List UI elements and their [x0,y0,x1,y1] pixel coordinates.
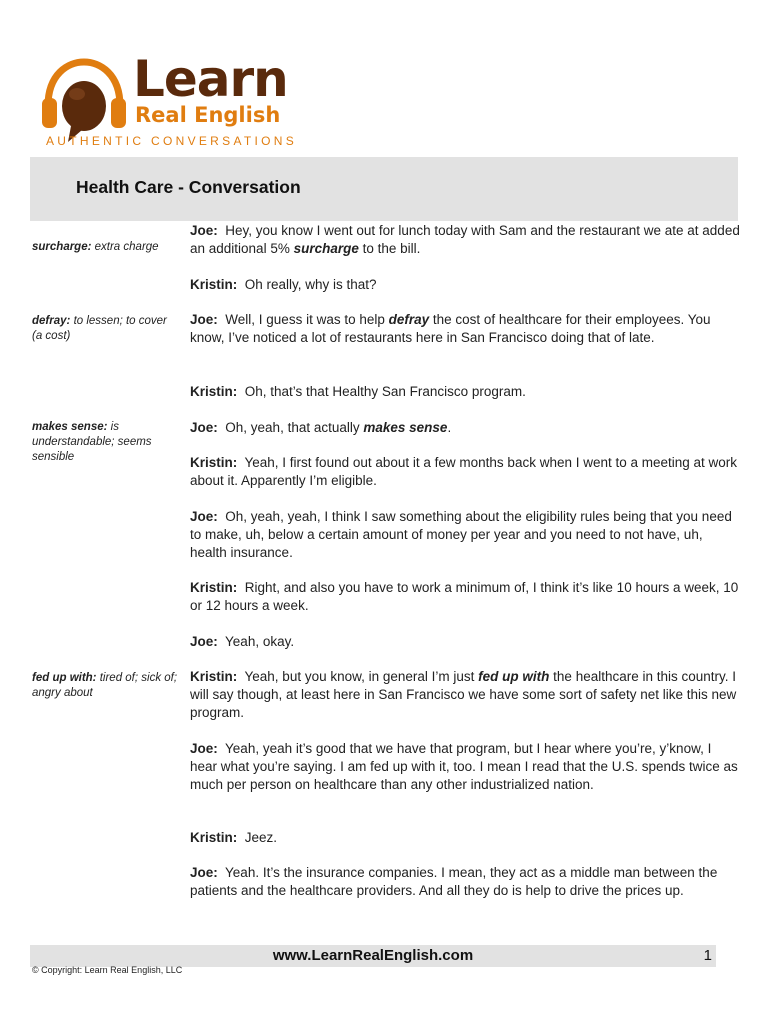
turn-text: Yeah, I first found out about it a few months back when I went to a meeting at work about it. Apparently I’m eligible. [190,455,738,488]
glossary-definition: to lessen; to cover (a cost) [32,315,167,342]
speaker-name: Joe: [190,312,218,327]
footer-url: www.LearnRealEnglish.com [272,947,474,964]
brand-name-real-english: Real English [135,103,281,127]
speaker-name: Joe: [190,420,218,435]
glossary-definition: extra charge [94,241,159,253]
copyright-notice: © Copyright: Learn Real English, LLC [32,965,183,975]
page-title: Health Care - Conversation [76,177,301,197]
glossary-item [32,671,180,701]
turn-text: Yeah, okay. [225,634,295,649]
turn-text-continued: the healthcare in this country. I will say though, at least here in San Francisco we have some sort of safety net like this new program. [190,669,737,720]
glossary-term: surcharge: [32,241,92,253]
dialogue-turn [190,633,740,651]
glossary-term: defray: [32,315,71,327]
vocabulary-keyword: makes sense [363,420,448,435]
speaker-name: Joe: [190,634,218,649]
brand-tagline: AUTHENTIC CONVERSATIONS [46,134,298,148]
speaker-name: Joe: [190,509,218,524]
dialogue-turn [190,454,740,490]
dialogue-turn [190,740,740,794]
dialogue-turn [190,419,740,437]
dialogue-turn [190,311,740,347]
turn-text: Hey, you know I went out for lunch today with Sam and the restaurant we ate at added an additional 5% [190,223,740,256]
dialogue-turn [190,579,740,615]
dialogue-turn [190,276,740,294]
dialogue-turn [190,508,740,562]
turn-text: Yeah, yeah it’s good that we have that program, but I hear where you’re, y’know, I hear what you’re saying. I am fed up with it, too. I mean I read that the U.S. spends twice as much per person on healthcare than any other industrialized nation. [190,741,738,792]
vocabulary-keyword: fed up with [478,669,550,684]
turn-text: Oh, that’s that Healthy San Francisco program. [244,384,526,399]
speaker-name: Joe: [190,741,218,756]
speaker-name: Kristin: [190,669,238,684]
page-number: 1 [703,947,712,964]
dialogue-turn [190,383,740,401]
speaker-name: Kristin: [190,830,238,845]
speaker-name: Joe: [190,223,218,238]
turn-text-continued: to the bill. [358,241,421,256]
turn-text: Yeah. It’s the insurance companies. I mean, they act as a middle man between the patients and the healthcare providers. And all they do is help to drive the prices up. [190,865,718,898]
glossary-item [32,420,180,465]
dialogue-turn [190,668,740,722]
turn-text: Oh, yeah, that actually [225,420,364,435]
dialogue-turn [190,864,740,900]
dialogue-turn [190,829,740,847]
speaker-name: Kristin: [190,384,238,399]
footer-band [30,945,716,967]
title-band [30,157,738,221]
glossary-term: makes sense: [32,421,108,433]
brand-logo [38,50,298,150]
glossary-item [32,314,180,344]
dialogue-turn [190,222,740,258]
turn-text-continued: the cost of healthcare for their employees. You know, I’ve noticed a lot of restaurants here in San Francisco doing that of late. [190,312,711,345]
glossary-definition: tired of; sick of; angry about [32,672,178,699]
turn-text: Yeah, but you know, in general I’m just [244,669,479,684]
vocabulary-keyword: defray [388,312,430,327]
turn-text: Oh really, why is that? [244,277,377,292]
headphones-icon [38,56,130,146]
vocabulary-keyword: surcharge [293,241,359,256]
glossary-definition: is understandable; seems sensible [32,421,152,463]
brand-name-learn: Learn [133,50,288,108]
turn-text: Jeez. [244,830,278,845]
speaker-name: Kristin: [190,455,238,470]
turn-text: Right, and also you have to work a minimum of, I think it’s like 10 hours a week, 10 or 12 hours a week. [190,580,739,613]
speaker-name: Kristin: [190,580,238,595]
glossary-item [32,240,180,255]
speaker-name: Kristin: [190,277,238,292]
turn-text: Oh, yeah, yeah, I think I saw something about the eligibility rules being that you need to make, uh, below a certain amount of money per year and you need to not have, uh, health insurance. [190,509,732,560]
glossary-term: fed up with: [32,672,97,684]
turn-text: Well, I guess it was to help [225,312,389,327]
turn-text-continued: . [447,420,452,435]
speaker-name: Joe: [190,865,218,880]
